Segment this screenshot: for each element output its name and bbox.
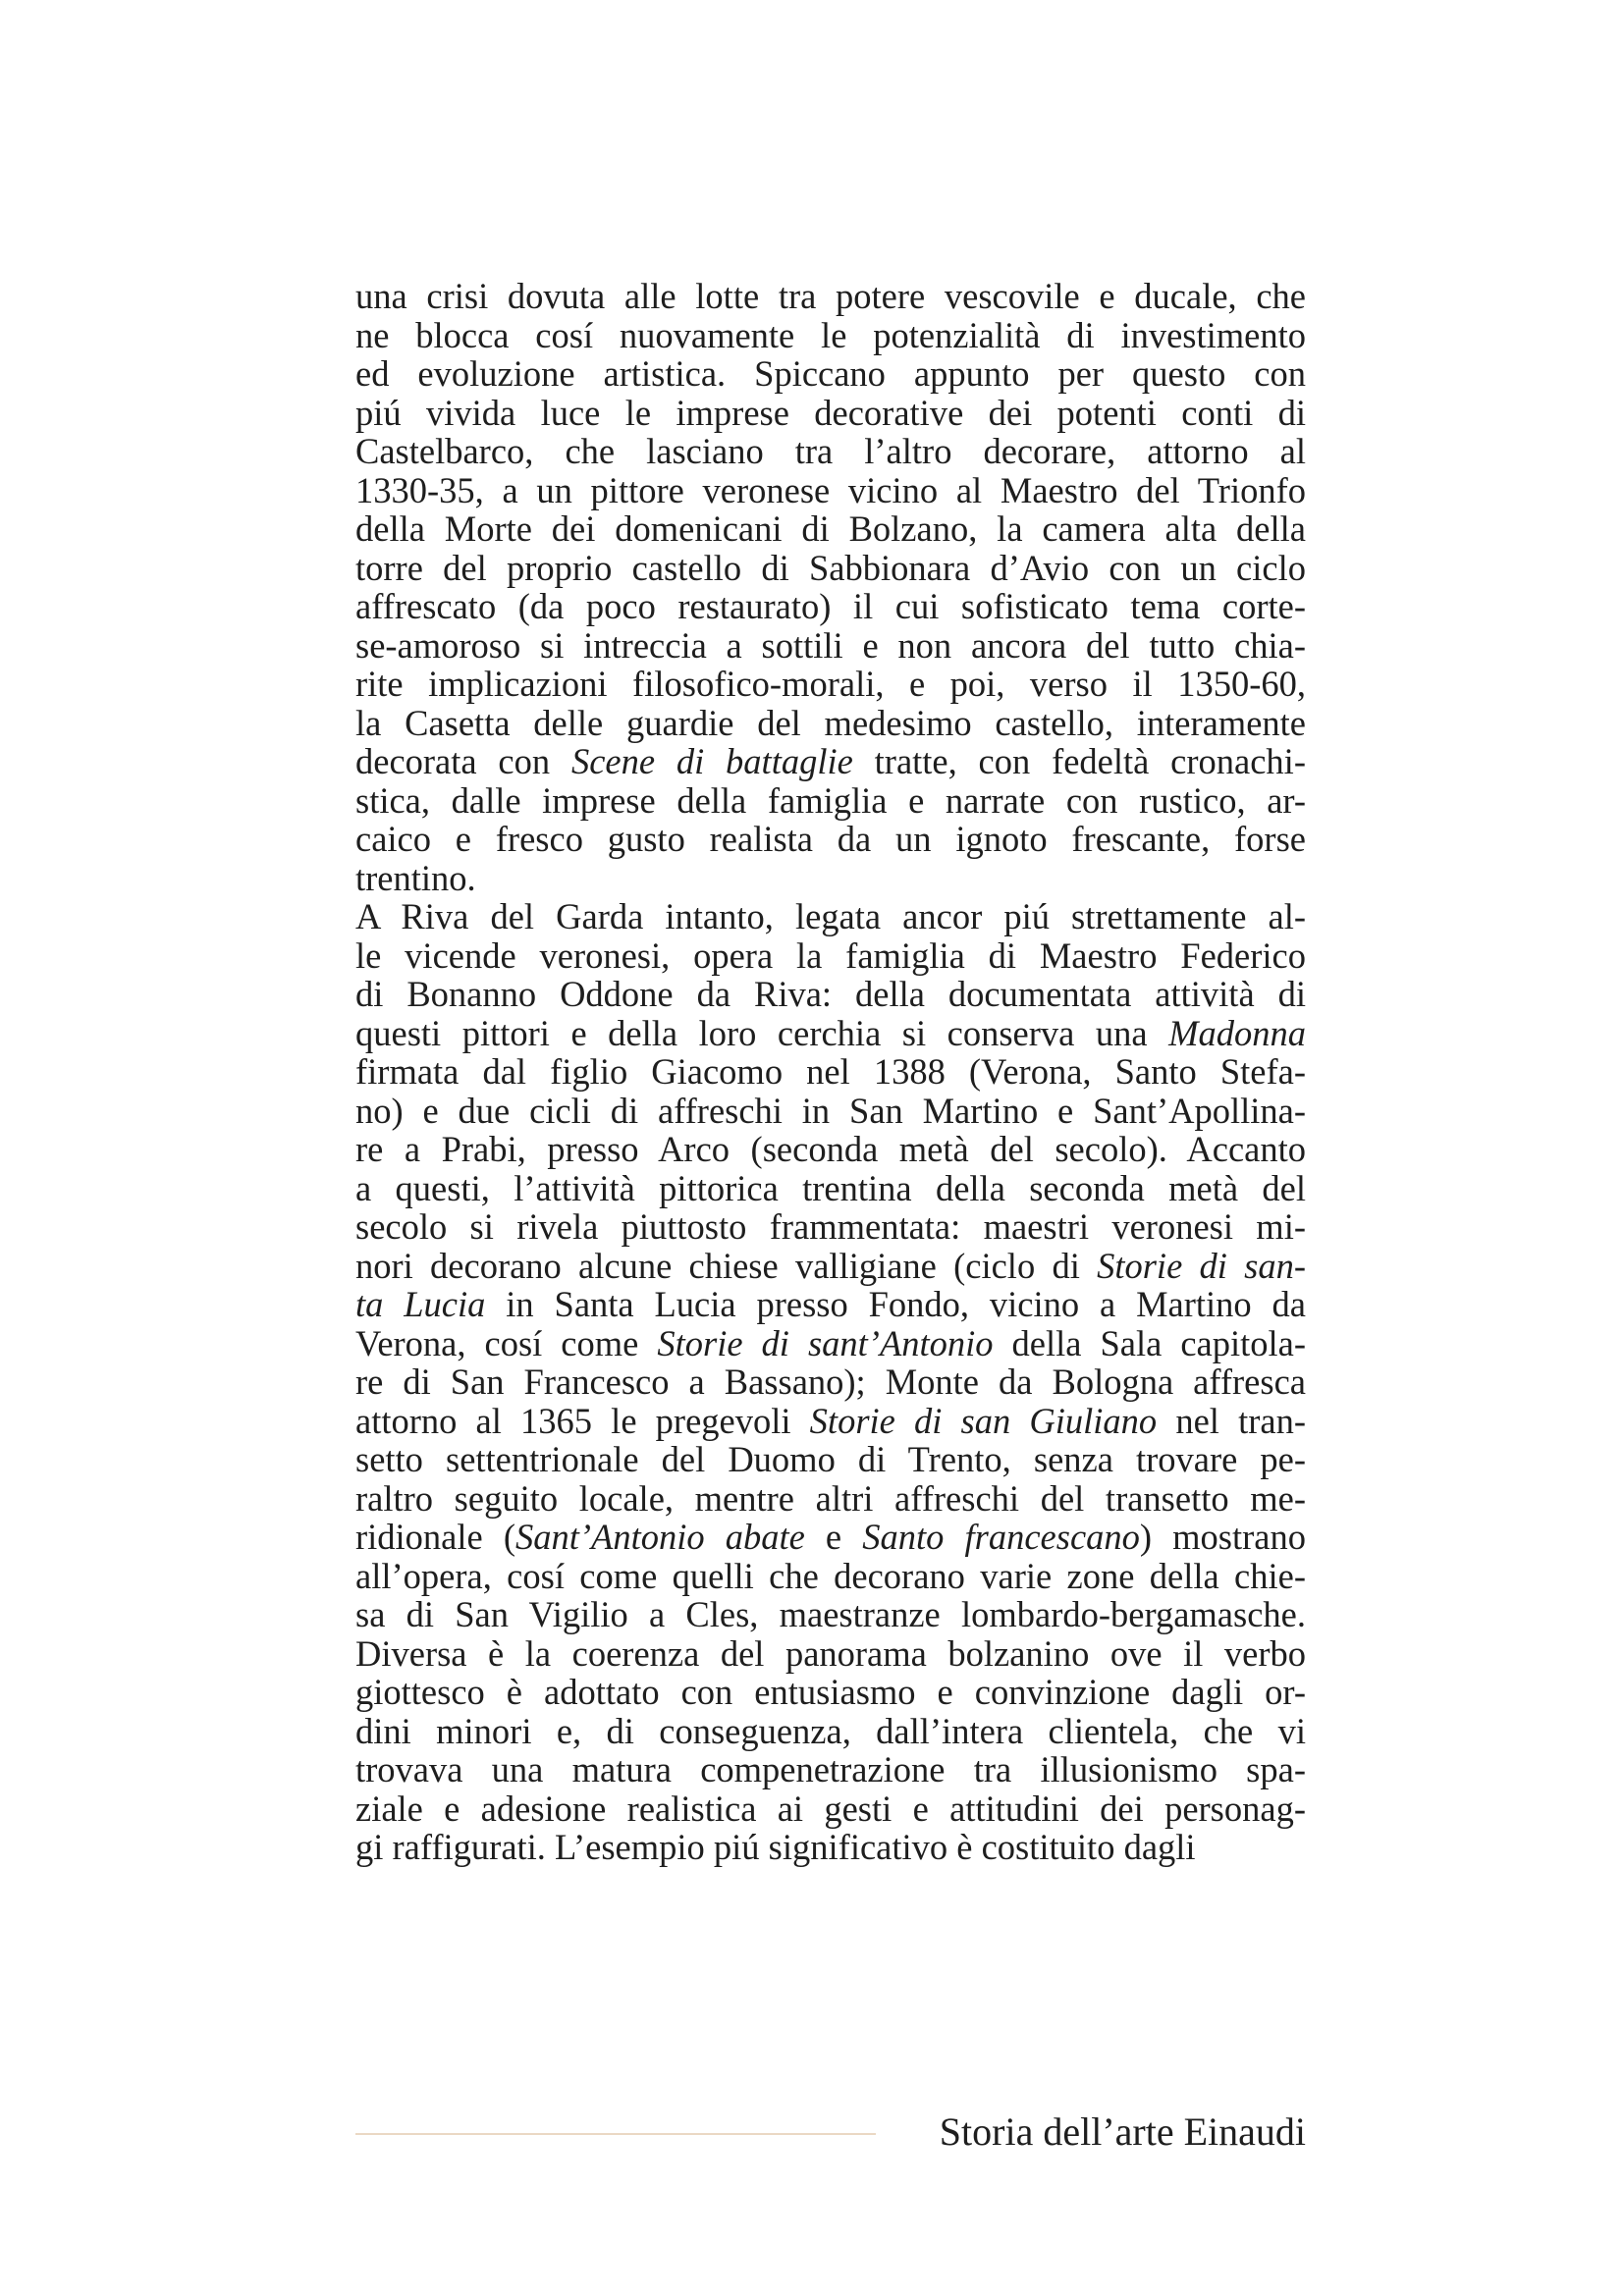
- text-segment: 1330-35, a un pittore veronese vicino al Maestro del Trionfo: [355, 469, 1306, 510]
- text-line: [355, 1362, 1306, 1402]
- text-segment: trovava una matura compenetrazione tra illusionismo spa-: [355, 1749, 1306, 1789]
- text-line: [355, 471, 1306, 510]
- text-segment: stica, dalle imprese della famiglia e narrate con rustico, ar-: [355, 779, 1306, 821]
- italic-title: Storie di san-: [1097, 1245, 1306, 1286]
- text-segment: della Sala capitola-: [993, 1322, 1307, 1363]
- text-line: [355, 1828, 1306, 1867]
- text-line: [355, 704, 1306, 743]
- text-line: [355, 1247, 1306, 1286]
- text-segment: raltro seguito locale, mentre altri affreschi del transetto me-: [355, 1477, 1306, 1519]
- italic-title: Madonna: [1168, 1012, 1306, 1053]
- text-line: [355, 936, 1306, 976]
- text-line: [355, 1402, 1306, 1441]
- text-line: [355, 1634, 1306, 1674]
- text-line: [355, 432, 1306, 471]
- text-line: [355, 1324, 1306, 1363]
- text-line: [355, 1557, 1306, 1596]
- text-line: [355, 975, 1306, 1014]
- text-line: [355, 354, 1306, 394]
- text-segment: sa di San Vigilio a Cles, maestranze lombardo-bergamasche.: [355, 1594, 1306, 1634]
- text-segment: piú vivida luce le imprese decorative dei potenti conti di: [355, 392, 1306, 433]
- text-line: [355, 316, 1306, 355]
- text-segment: le vicende veronesi, opera la famiglia di Maestro Federico: [355, 934, 1306, 976]
- text-segment: re di San Francesco a Bassano); Monte da Bologna affresca: [355, 1362, 1306, 1402]
- text-segment: firmata dal figlio Giacomo nel 1388 (Verona, Santo Stefa-: [355, 1051, 1306, 1092]
- text-segment: a questi, l’attività pittorica trentina della seconda metà del: [355, 1167, 1306, 1208]
- text-segment: decorata con: [355, 741, 571, 781]
- text-segment: la Casetta delle guardie del medesimo castello, interamente: [355, 702, 1306, 743]
- text-segment: ) mostrano: [1139, 1517, 1307, 1557]
- text-segment: setto settentrionale del Duomo di Trento, senza trovare pe-: [355, 1439, 1306, 1479]
- text-line: [355, 1789, 1306, 1829]
- text-line: [355, 742, 1306, 781]
- body-text: [355, 277, 1306, 1867]
- text-line: [355, 1130, 1306, 1169]
- text-segment: ziale e adesione realistica ai gesti e attitudini dei personag-: [355, 1788, 1306, 1829]
- text-segment: ed evoluzione artistica. Spiccano appunto per questo con: [355, 353, 1306, 394]
- text-line: [355, 820, 1306, 859]
- text-line: [355, 277, 1306, 316]
- italic-title: ta Lucia: [355, 1284, 486, 1324]
- text-line: [355, 1207, 1306, 1247]
- text-line: [355, 1673, 1306, 1712]
- text-segment: attorno al 1365 le pregevoli: [355, 1400, 810, 1441]
- text-segment: A Riva del Garda intanto, legata ancor piú strettamente al-: [355, 896, 1306, 936]
- text-segment: ne blocca cosí nuovamente le potenzialità di investimento: [355, 314, 1306, 355]
- text-line: [355, 1440, 1306, 1479]
- text-segment: secolo si rivela piuttosto frammentata: maestri veronesi mi-: [355, 1206, 1306, 1247]
- text-segment: della Morte dei domenicani di Bolzano, la camera alta della: [355, 508, 1306, 549]
- text-segment: nel tran-: [1157, 1400, 1306, 1441]
- text-line: [355, 1712, 1306, 1751]
- text-line: [355, 1595, 1306, 1634]
- text-line: [355, 1052, 1306, 1092]
- text-line: [355, 1285, 1306, 1324]
- text-segment: caico e fresco gusto realista da un ignoto frescante, forse: [355, 819, 1306, 859]
- text-segment: dini minori e, di conseguenza, dall’intera clientela, che vi: [355, 1710, 1306, 1751]
- text-segment: Diversa è la coerenza del panorama bolzanino ove il verbo: [355, 1632, 1306, 1674]
- text-segment: nori decorano alcune chiese valligiane (ciclo di: [355, 1245, 1098, 1286]
- text-line: [355, 1750, 1306, 1789]
- text-line: [355, 859, 1306, 898]
- text-segment: giottesco è adottato con entusiasmo e convinzione dagli or-: [355, 1672, 1306, 1712]
- text-line: [355, 1092, 1306, 1131]
- italic-title: Storie di sant’Antonio: [657, 1322, 994, 1363]
- text-segment: e: [804, 1517, 863, 1557]
- text-line: [355, 394, 1306, 433]
- footer-title: Storia dell’arte Einaudi: [939, 2109, 1306, 2154]
- text-segment: se-amoroso si intreccia a sottili e non ancora del tutto chia-: [355, 624, 1306, 666]
- text-segment: questi pittori e della loro cerchia si conserva una: [355, 1012, 1169, 1053]
- text-line: [355, 549, 1306, 588]
- text-line: [355, 1169, 1306, 1208]
- text-line: [355, 1014, 1306, 1053]
- text-line: [355, 665, 1306, 704]
- italic-title: Storie di san Giuliano: [809, 1400, 1158, 1441]
- italic-title: Scene di battaglie: [570, 741, 853, 781]
- text-segment: rite implicazioni filosofico-morali, e poi, verso il 1350-60,: [355, 664, 1306, 704]
- text-segment: re a Prabi, presso Arco (seconda metà del secolo). Accanto: [355, 1129, 1306, 1169]
- text-line: [355, 781, 1306, 821]
- footer-rule: [355, 2133, 876, 2135]
- text-line: [355, 626, 1306, 666]
- text-segment: torre del proprio castello di Sabbionara d’Avio con un ciclo: [355, 547, 1306, 588]
- text-line: [355, 1518, 1306, 1557]
- text-segment: tratte, con fedeltà cronachi-: [852, 741, 1306, 781]
- text-line: [355, 509, 1306, 549]
- text-segment: di Bonanno Oddone da Riva: della documentata attività di: [355, 974, 1306, 1014]
- text-line: [355, 1479, 1306, 1519]
- text-segment: all’opera, cosí come quelli che decorano varie zone della chie-: [355, 1555, 1306, 1596]
- text-segment: gi raffigurati. L’esempio piú significativo è costituito dagli: [355, 1827, 1196, 1867]
- text-segment: una crisi dovuta alle lotte tra potere vescovile e ducale, che: [355, 276, 1306, 316]
- italic-title: Santo francescano: [862, 1517, 1140, 1557]
- text-line: [355, 587, 1306, 626]
- text-segment: Castelbarco, che lasciano tra l’altro decorare, attorno al: [355, 431, 1306, 471]
- italic-title: Sant’Antonio abate: [515, 1517, 805, 1557]
- text-segment: in Santa Lucia presso Fondo, vicino a Martino da: [485, 1284, 1306, 1324]
- text-segment: Verona, cosí come: [355, 1322, 658, 1363]
- text-segment: ridionale (: [355, 1517, 515, 1557]
- text-segment: affrescato (da poco restaurato) il cui sofisticato tema corte-: [355, 586, 1306, 626]
- text-line: [355, 897, 1306, 936]
- text-segment: no) e due cicli di affreschi in San Martino e Sant’Apollina-: [355, 1090, 1306, 1131]
- text-segment: trentino.: [355, 857, 476, 898]
